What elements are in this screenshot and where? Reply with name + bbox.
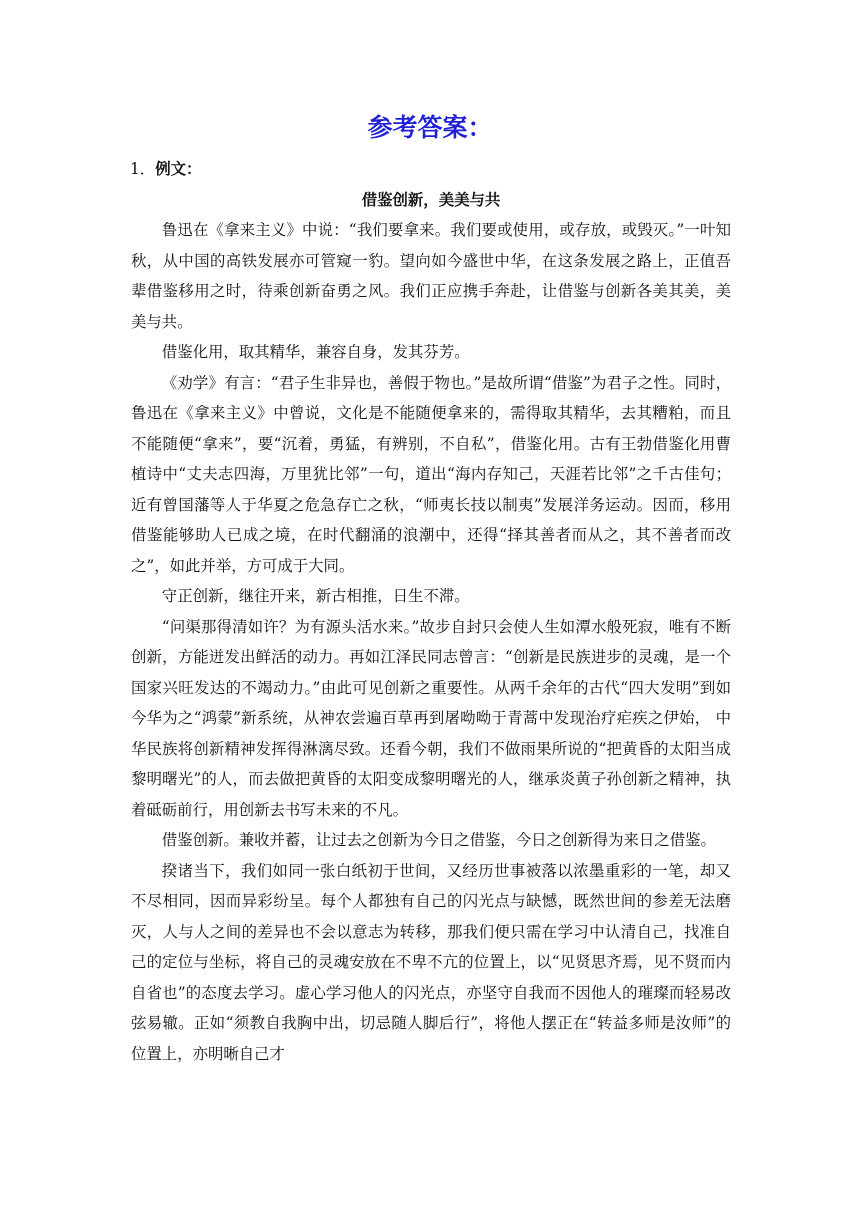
item-number: 1． xyxy=(130,160,156,178)
answer-heading: 参考答案： xyxy=(367,113,493,142)
essay-paragraph-3: 《劝学》有言：“君子生非异也，善假于物也。”是故所谓“借鉴”为君子之性。同时，鲁迅在《拿来主义》中曾说，文化是不能随便拿来的，需得取其精华，去其糟粕，而且不能随便“拿来”，要“沉着，勇猛，有辨别，不自私”，借鉴化用。古有王勃借鉴化用曹植诗中“丈夫志四海，万里犹比邻”一句，道出“海内存知己，天涯若比邻”之千古佳句；近有曾国藩等人于华夏之危急存亡之秋，“师夷长技以制夷”发展洋务运动。因而，移用借鉴能够助人已成之境，在时代翻涌的浪潮中，还得“择其善者而从之，其不善者而改之”，如此并举，方可成于大同。 xyxy=(131,373,731,575)
essay-paragraph-5: “问渠那得清如许？为有源头活水来。”故步自封只会使人生如潭水般死寂，唯有不断创新，方能迸发出鲜活的动力。再如江泽民同志曾言：“创新是民族进步的灵魂，是一个国家兴旺发达的不竭动力。”由此可见创新之重要性。从两千余年的古代“四大发明”到如今华为之“鸿蒙”新系统，从神农尝遍百草再到屠呦呦于青蒿中发现治疗疟疾之伊始， 中华民族将创新精神发挥得淋漓尽致。还看今朝，我们不做雨果所说的“把黄昏的太阳当成黎明曙光”的人，而去做把黄昏的太阳变成黎明曙光的人，继承炎黄子孙创新之精神，执着砥砺前行，用创新去书写未来的不凡。 xyxy=(131,617,731,819)
answer-content xyxy=(131,154,731,1069)
essay-paragraph-7: 揆诸当下，我们如同一张白纸初于世间，又经历世事被落以浓墨重彩的一笔，却又不尽相同，因而异彩纷呈。每个人都独有自己的闪光点与缺憾，既然世间的参差无法磨灭，人与人之间的差异也不会以意志为转移，那我们便只需在学习中认清自己，找准自己的定位与坐标，将自己的灵魂安放在不卑不亢的位置上，以“见贤思齐焉，见不贤而内自省也”的态度去学习。虚心学习他人的闪光点，亦坚守自我而不因他人的璀璨而轻易改弦易辙。正如“须教自我胸中出，切忌随人脚后行”，将他人摆正在“转益多师是汝师”的位置上，亦明晰自己才 xyxy=(131,861,731,1063)
essay-paragraph-6: 借鉴创新。兼收并蓄，让过去之创新为今日之借鉴，今日之创新得为来日之借鉴。 xyxy=(161,831,716,849)
essay-paragraph-4: 守正创新，继往开来，新古相推，日生不滞。 xyxy=(161,587,470,605)
item-label xyxy=(130,154,731,185)
item-label-text: 例文： xyxy=(155,160,202,178)
essay-paragraph-2: 借鉴化用，取其精华，兼容自身，发其芬芳。 xyxy=(161,343,470,361)
essay-paragraph-1: 鲁迅在《拿来主义》中说：“我们要拿来。我们要或使用，或存放，或毁灭。”一叶知秋，从中国的高铁发展亦可管窥一豹。望向如今盛世中华，在这条发展之路上，正值吾辈借鉴移用之时，待乘创新奋勇之风。我们正应携手奔赴，让借鉴与创新各美其美，美美与共。 xyxy=(131,221,731,331)
essay-title: 借鉴创新，美美与共 xyxy=(361,190,501,209)
